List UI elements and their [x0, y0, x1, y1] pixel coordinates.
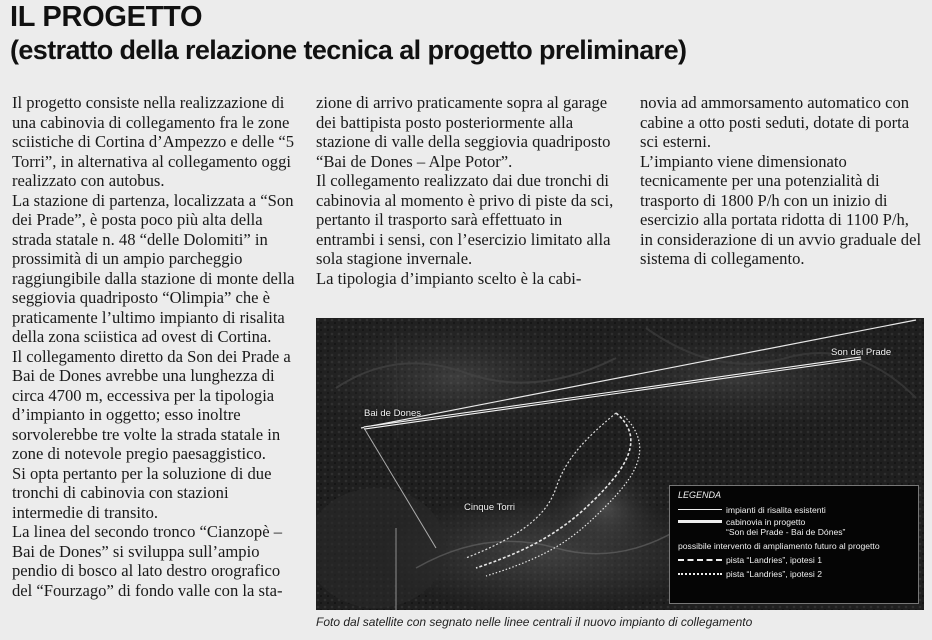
map-legend — [669, 485, 919, 604]
legend-dashed-line-icon — [678, 555, 726, 565]
paragraph: La linea del secondo tronco “Cianzopè – Bai de Dones” si sviluppa sull’ampio pendio di bosco al lato destro orografico del “Fourzago” di fondo valle con la sta- — [12, 522, 283, 600]
map-label-son-dei-prade: Son dei Prade — [831, 347, 892, 358]
paragraph: L’impianto viene dimensionato tecnicamente per una potenzialità di trasporto di 1800 P/h con un inizio di esercizio alla portata ridotta di 1100 P/h, in considerazione di un avvio graduale del sistema di collegamento. — [640, 151, 922, 268]
paragraph: Si opta pertanto per la soluzione di due tronchi di cabinovia con stazioni intermedie di transito. — [12, 463, 272, 522]
legend-future-heading: possibile intervento di ampliamento futuro al progetto — [678, 541, 880, 551]
legend-title: LEGENDA — [678, 490, 722, 500]
legend-thin-line-icon — [678, 505, 726, 515]
paragraph: zione di arrivo praticamente sopra al garage dei battipista posto posteriormente alla stazione di valle della seggiovia quadriposto “Bai de Dones – Alpe Potor”. — [316, 93, 611, 171]
paragraph: La stazione di partenza, localizzata a “Son dei Prade”, è posta poco più alta della strada statale n. 48 “delle Dolomiti” in prossimità di un ampio parcheggio raggiungibile dalla stazione di monte della seggiovia quadriposto “Olimpia” che è praticamente l’ultimo impianto di risalita della zona sciistica ad ovest di Cortina. — [12, 190, 295, 346]
map-label-cinque-torri: Cinque Torri — [464, 502, 516, 513]
legend-double-line-icon — [678, 517, 726, 527]
photo-caption: Foto dal satellite con segnato nelle linee centrali il nuovo impianto di collegamento — [316, 615, 753, 629]
legend-label: impianti di risalita esistenti — [726, 505, 826, 515]
legend-label: cabinovia in progetto — [726, 517, 806, 527]
paragraph: novia ad ammorsamento automatico con cabine a otto posti seduti, dotate di porta sci esterni. — [640, 93, 910, 151]
paragraph: Il collegamento diretto da Son dei Prade a Bai de Dones avrebbe una lunghezza di circa 4700 m, eccessiva per la tipologia d’impianto in oggetto; esso inoltre sorvolerebbe tre volte la strada statale in zone di notevole pregio paesaggistico. — [12, 346, 291, 463]
page-subtitle: (estratto della relazione tecnica al progetto preliminare) — [10, 35, 687, 65]
text-column-2 — [316, 93, 616, 288]
paragraph: Il progetto consiste nella realizzazione di una cabinovia di collegamento fra le zone sciistiche di Cortina d’Ampezzo e delle “5 Torri”, in alternativa al collegamento oggi realizzato con autobus. — [12, 93, 294, 190]
map-label-bai-de-dones: Bai de Dones — [364, 408, 422, 419]
page-title: IL PROGETTO — [10, 1, 203, 33]
text-column-1 — [12, 93, 302, 600]
text-column-3 — [640, 93, 922, 269]
legend-row-cable-car — [678, 517, 912, 527]
legend-dotted-line-icon — [678, 569, 726, 579]
satellite-photo — [316, 318, 924, 610]
legend-route: “Son dei Prade - Bai de Dónes” — [726, 527, 846, 537]
legend-row-track2 — [678, 569, 912, 579]
legend-label: pista “Landries”, ipotesi 1 — [726, 555, 823, 565]
legend-row-existing — [678, 505, 912, 515]
legend-row-track1 — [678, 555, 912, 565]
paragraph: La tipologia d’impianto scelto è la cabi- — [316, 268, 582, 288]
legend-label: pista “Landries”, ipotesi 2 — [726, 569, 823, 579]
paragraph: Il collegamento realizzato dai due tronchi di cabinovia al momento è privo di piste da sci, pertanto il trasporto sarà effettuato in entrambi i sensi, con l’esercizio limitato alla sola stagione invernale. — [316, 171, 614, 268]
